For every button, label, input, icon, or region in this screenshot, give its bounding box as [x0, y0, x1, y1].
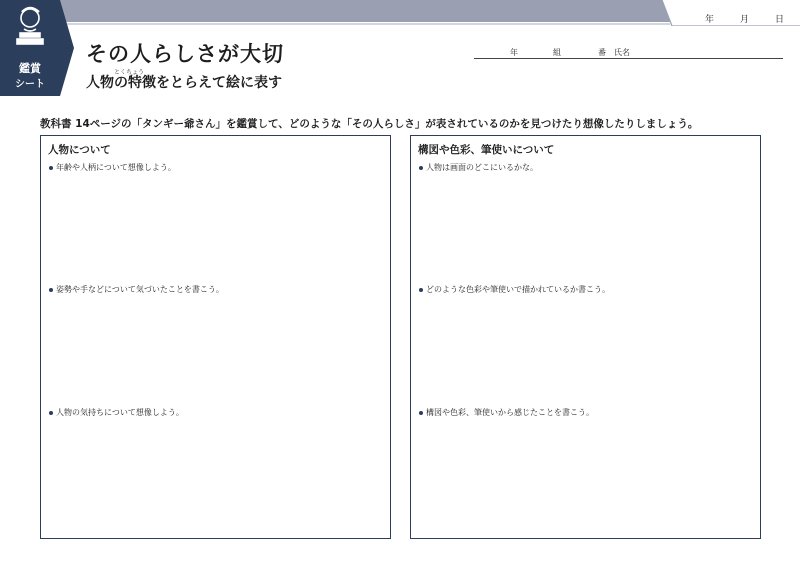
header-band [60, 0, 670, 22]
name-class-label: 組 [553, 48, 561, 57]
badge-label-1: 鑑賞 [19, 62, 41, 75]
subtitle-ruby: とくちょう [114, 69, 145, 76]
name-number-label: 番 [598, 48, 606, 57]
bullet-icon [419, 411, 423, 415]
bullet-icon [419, 166, 423, 170]
name-year-label: 年 [510, 48, 518, 57]
date-month-label: 月 [740, 15, 750, 25]
panel-person [40, 135, 391, 539]
bullet-icon [419, 288, 423, 292]
bullet-icon [49, 166, 53, 170]
prompt-posture-hands: 姿勢や手などについて気づいたことを書こう。 [49, 284, 224, 295]
bullet-icon [49, 411, 53, 415]
prompt-age-personality: 年齢や人柄について想像しよう。 [49, 162, 176, 173]
prompt-feelings: 人物の気持ちについて想像しよう。 [49, 407, 184, 418]
name-label: 氏名 [614, 48, 630, 57]
badge-label-2: シート [15, 79, 45, 90]
page-title: その人らしさが大切 [86, 42, 284, 66]
bullet-icon [49, 288, 53, 292]
prompt-color-brushwork: どのような色彩や筆使いで描かれているか書こう。 [419, 284, 610, 295]
panel-composition-title: 構図や色彩、筆使いについて [418, 144, 555, 156]
header-band-underline [60, 23, 670, 25]
prompt-position: 人物は画面のどこにいるかな。 [419, 162, 538, 173]
name-underline [474, 58, 783, 59]
panel-person-title: 人物について [48, 144, 111, 156]
date-day-label: 日 [775, 15, 785, 25]
instruction-text: 教科書 14ページの「タンギー爺さん」を鑑賞して、どのような「その人らしさ」が表されているのかを見つけたり想像したりしましょう。 [40, 118, 699, 130]
date-year-label: 年 [705, 15, 715, 25]
page-subtitle: 人物の特徴をとらえて絵に表す [86, 75, 282, 91]
panel-composition [410, 135, 761, 539]
prompt-impressions: 構図や色彩、筆使いから感じたことを書こう。 [419, 407, 594, 418]
